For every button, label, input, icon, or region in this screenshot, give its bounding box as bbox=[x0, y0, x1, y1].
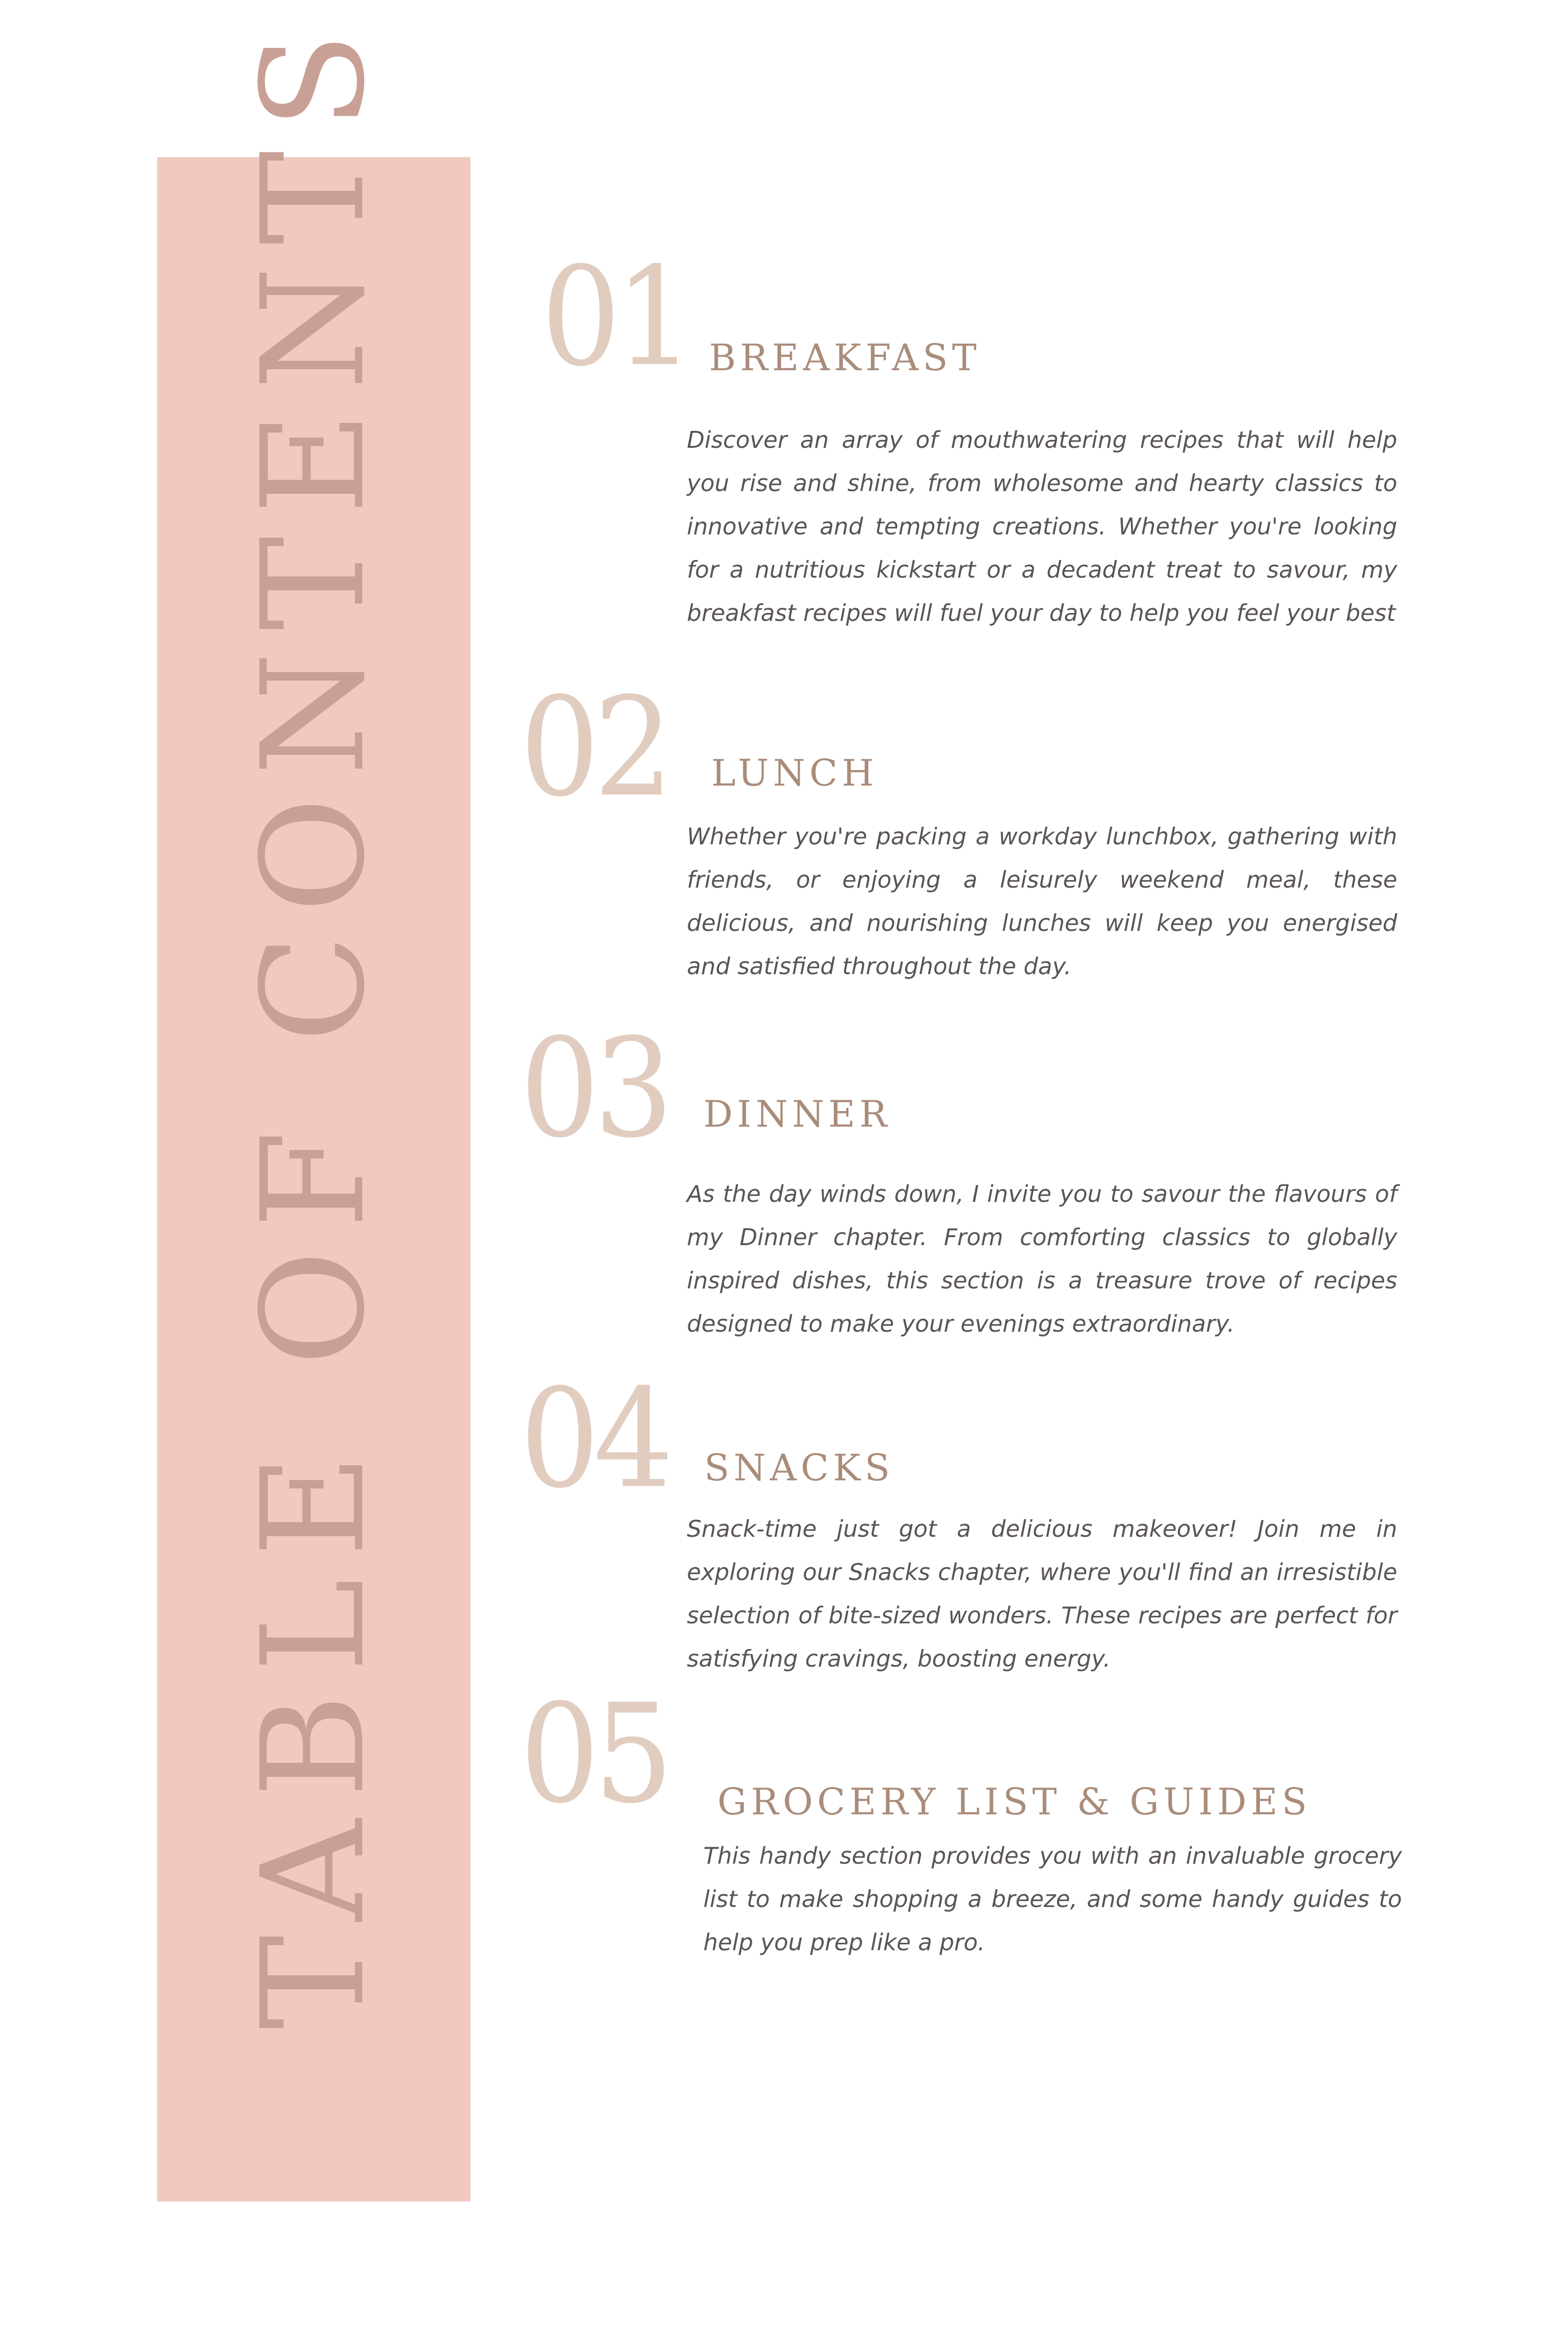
sidebar-panel bbox=[157, 10, 470, 2201]
section-title-breakfast: BREAKFAST bbox=[709, 337, 981, 379]
section-title-lunch: LUNCH bbox=[711, 752, 878, 795]
section-description-breakfast: Discover an array of mouthwatering recipes that will help you rise and shine, from wholesome and hearty classics to innovative and tempting creations. Whether you're looking for a nutritious kickstart or a decadent treat to savour, my breakfast recipes will fuel your day to help you feel your best bbox=[687, 427, 1397, 627]
section-title-dinner: DINNER bbox=[703, 1093, 891, 1136]
section-number-lunch: 02 bbox=[520, 668, 668, 827]
section-number-breakfast: 01 bbox=[541, 238, 689, 397]
page-title: TABLE OF CONTENTS bbox=[231, 10, 396, 2029]
section-description-dinner: As the day winds down, I invite you to savour the flavours of my Dinner chapter. From comforting classics to globally inspired dishes, this section is a treasure trove of recipes designed to make your evenings extraordinary. bbox=[687, 1181, 1397, 1337]
section-description-lunch: Whether you're packing a workday lunchbox, gathering with friends, or enjoying a leisurely weekend meal, these delicious, and nourishing lunches will keep you energised and satisfied throughout the day. bbox=[687, 823, 1397, 980]
section-number-dinner: 03 bbox=[520, 1009, 668, 1168]
section-title-grocery: GROCERY LIST & GUIDES bbox=[717, 1781, 1312, 1823]
section-number-grocery: 05 bbox=[520, 1675, 668, 1834]
section-title-snacks: SNACKS bbox=[704, 1447, 894, 1489]
section-number-snacks: 04 bbox=[520, 1360, 668, 1518]
section-description-snacks: Snack-time just got a delicious makeover! Join me in exploring our Snacks chapter, where you'll find an irresistible selection of bite-sized wonders. These recipes are perfect for satisfying cravings, boosting energy. bbox=[687, 1516, 1397, 1672]
section-description-grocery: This handy section provides you with an invaluable grocery list to make shopping a breeze, and some handy guides to help you prep like a pro. bbox=[703, 1843, 1402, 1956]
